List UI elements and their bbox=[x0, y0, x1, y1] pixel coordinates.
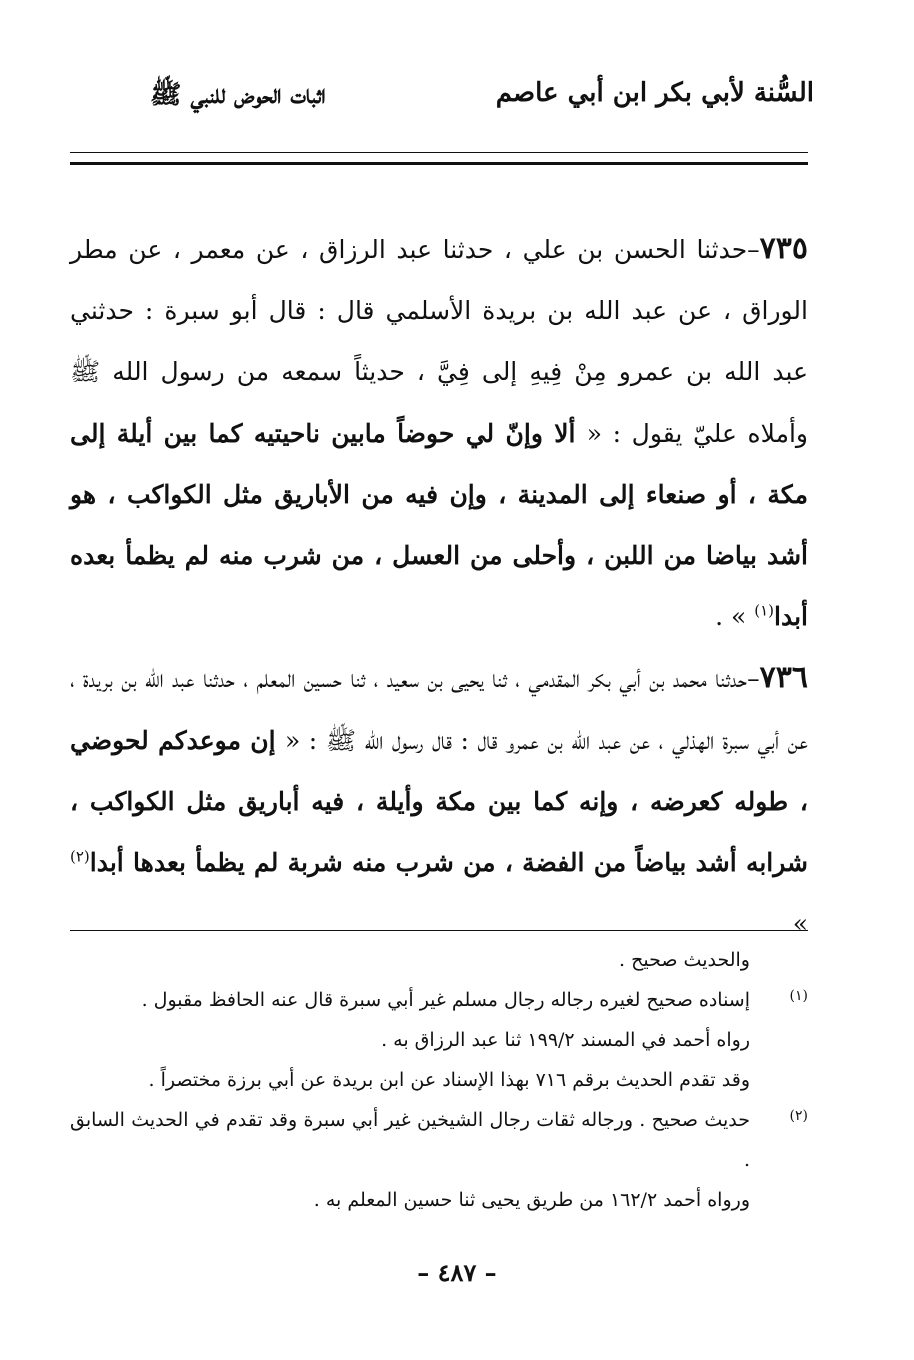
footnote-1 bbox=[70, 980, 808, 1100]
hadith-number: ٧٣٥ bbox=[759, 231, 808, 266]
hadith-number: ٧٣٦ bbox=[759, 660, 808, 696]
hadith-closing: » bbox=[792, 909, 808, 939]
footnote-ref[interactable]: (١) bbox=[754, 601, 775, 620]
book-title: السُّنة لأبي بكر ابن أبي عاصم bbox=[495, 78, 814, 108]
page-number: – ٤٨٧ – bbox=[417, 1258, 497, 1287]
footnote-divider bbox=[70, 930, 808, 931]
hadith-closing: » . bbox=[715, 602, 755, 632]
footnote-intro: والحديث صحيح . bbox=[619, 949, 750, 971]
hadith-736 bbox=[70, 647, 808, 954]
hadith-isnad: –حدثنا محمد بن أبي بكر المقدمي ، ثنا يحيى بن سعيد ، ثنا حسين المعلم ، حدثنا عبد الله بن بريدة ، عن أبي سبرة الهذلي ، عن عبد الله بن عمرو قال : قال رسول الله ﷺ : « bbox=[70, 664, 808, 755]
hadith-isnad: –حدثنا الحسن بن علي ، حدثنا عبد الرزاق ، عن معمر ، عن مطر الوراق ، عن عبد الله بن بريدة الأسلمي قال : قال أبو سبرة : حدثني عبد الله بن عمرو مِنْ فِيهِ إلى فِيَّ ، حديثاً سمعه من رسول الله ﷺ وأملاه عليّ يقول : « bbox=[70, 235, 808, 448]
footnote-line: إسناده صحيح لغيره رجاله رجال مسلم غير أبي سبرة قال عنه الحافظ مقبول . bbox=[141, 989, 750, 1011]
footnote-2 bbox=[70, 1100, 808, 1220]
chapter-title: اثبات الحوض للنبي ﷺ bbox=[150, 80, 326, 110]
header-rule-thick bbox=[70, 162, 808, 165]
footnote-line: رواه أحمد في المسند ١٩٩/٢ ثنا عبد الرزاق به . bbox=[381, 1029, 750, 1051]
footnote-line: وقد تقدم الحديث برقم ٧١٦ بهذا الإسناد عن ابن بريدة عن أبي برزة مختصراً . bbox=[148, 1069, 750, 1091]
footnote-line: ورواه أحمد ١٦٢/٢ من طريق يحيى ثنا حسين المعلم به . bbox=[313, 1189, 750, 1211]
footnote-marker: (٢) bbox=[789, 1108, 808, 1124]
footnotes bbox=[70, 940, 808, 1220]
footnote-line: حديث صحيح . ورجاله ثقات رجال الشيخين غير أبي سبرة وقد تقدم في الحديث السابق . bbox=[70, 1109, 750, 1171]
header-rule-thin bbox=[70, 152, 808, 153]
hadith-matn: إن موعدكم لحوضي ، طوله كعرضه ، وإنه كما بين مكة وأيلة ، فيه أباريق مثل الكواكب ، شرابه أشد بياضاً من الفضة ، من شرب منه شربة لم يظمأ بعدها أبدا bbox=[70, 725, 808, 878]
footnote-marker: (١) bbox=[789, 988, 808, 1004]
hadith-matn: ألا وإنّ لي حوضاً مابين ناحيتيه كما بين أيلة إلى مكة ، أو صنعاء إلى المدينة ، وإن فيه من الأباريق مثل الكواكب ، هو أشد بياضا من اللبن ، وأحلى من العسل ، من شرب منه لم يظمأ بعده أبدا bbox=[70, 418, 808, 632]
hadith-735 bbox=[70, 218, 808, 647]
footnote-ref[interactable]: (٢) bbox=[70, 847, 90, 866]
main-text bbox=[70, 218, 808, 954]
running-header bbox=[150, 78, 814, 118]
